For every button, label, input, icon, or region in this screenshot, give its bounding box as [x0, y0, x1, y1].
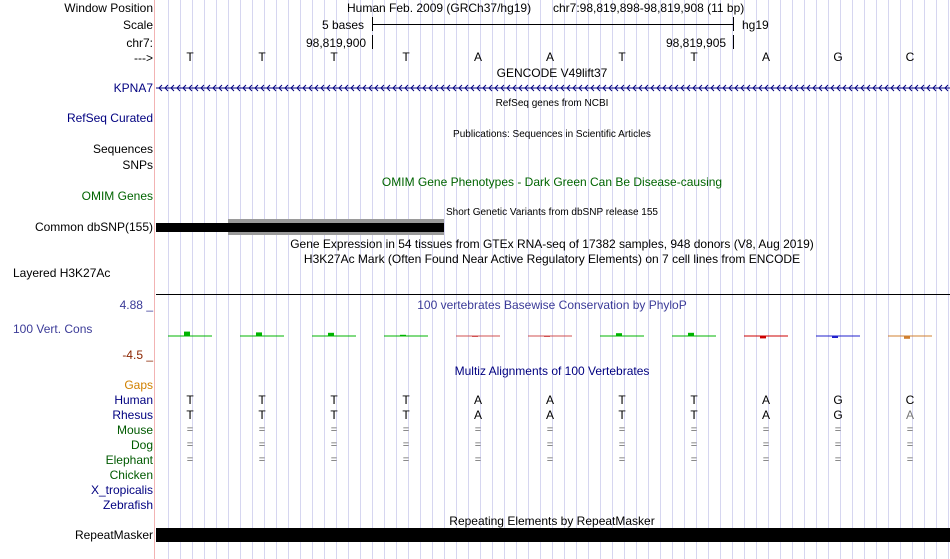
alignment-base: =: [618, 424, 626, 436]
chrom-label: chr7:: [126, 36, 153, 50]
alignment-base: =: [906, 454, 914, 466]
species-label[interactable]: Elephant: [105, 453, 153, 467]
repeat-title: Repeating Elements by RepeatMasker: [449, 514, 655, 528]
base-letter: C: [905, 50, 915, 64]
gtex-title: Gene Expression in 54 tissues from GTEx RNA-seq of 17382 samples, 948 donors (V8, Aug 2019): [290, 237, 814, 251]
alignment-base: T: [402, 408, 410, 422]
coord-left: 98,819,900: [306, 36, 367, 50]
phylop-bar: [328, 333, 334, 336]
snps-label[interactable]: SNPs: [122, 158, 153, 172]
scale-db-label: hg19: [742, 18, 769, 32]
alignment-base: =: [834, 439, 842, 451]
gene-label-kpna7[interactable]: KPNA7: [113, 81, 153, 95]
alignment-base: =: [474, 439, 482, 451]
phylop-bar: [688, 333, 694, 336]
scale-bar-left-tick: [372, 17, 373, 31]
omim-title: OMIM Gene Phenotypes - Dark Green Can Be Disease-causing: [381, 175, 723, 189]
alignment-base: =: [402, 454, 410, 466]
alignment-base: =: [330, 424, 338, 436]
base-letter: G: [833, 50, 843, 64]
strand-label: --->: [134, 51, 153, 65]
alignment-base: T: [258, 408, 266, 422]
alignment-base: A: [761, 393, 771, 407]
alignment-base: T: [402, 393, 410, 407]
multiz-title: Multiz Alignments of 100 Vertebrates: [454, 364, 650, 378]
species-label[interactable]: Dog: [130, 438, 153, 452]
scale-bar-right-tick: [733, 17, 734, 31]
alignment-base: T: [330, 393, 338, 407]
scale-label: Scale: [122, 18, 153, 32]
refseq-title: RefSeq genes from NCBI: [495, 98, 609, 109]
alignment-base: =: [474, 424, 482, 436]
alignment-base: T: [330, 408, 338, 422]
dbsnp-title: Short Genetic Variants from dbSNP release 155: [446, 207, 658, 218]
dbsnp-variant-bar[interactable]: [156, 223, 444, 232]
coord-right: 98,819,905: [666, 36, 727, 50]
alignment-base: T: [258, 393, 266, 407]
alignment-base: =: [546, 454, 554, 466]
alignment-base: =: [762, 454, 770, 466]
alignment-base: =: [618, 439, 626, 451]
window-position-label: Window Position: [64, 1, 153, 15]
phylop-bar: [760, 336, 766, 338]
alignment-base: =: [834, 424, 842, 436]
alignment-base: A: [761, 408, 771, 422]
phylop-bar: [472, 336, 478, 337]
alignment-base: =: [258, 454, 266, 466]
base-letter: T: [618, 50, 626, 64]
alignment-base: =: [690, 454, 698, 466]
alignment-base: =: [546, 439, 554, 451]
scale-text: 5 bases: [322, 18, 365, 32]
species-label[interactable]: X_tropicalis: [90, 483, 153, 497]
gaps-label[interactable]: Gaps: [124, 378, 153, 392]
alignment-base: =: [186, 454, 194, 466]
alignment-base: A: [473, 393, 483, 407]
phylop-bar: [400, 335, 406, 336]
alignment-base: =: [834, 454, 842, 466]
repeat-element-bar[interactable]: [156, 528, 950, 542]
gencode-title: GENCODE V49lift37: [496, 66, 608, 80]
alignment-base: =: [402, 439, 410, 451]
base-letter: T: [690, 50, 698, 64]
species-label[interactable]: Rhesus: [112, 408, 153, 422]
alignment-base: T: [186, 393, 194, 407]
base-letter: T: [258, 50, 266, 64]
species-label[interactable]: Mouse: [116, 423, 153, 437]
species-label[interactable]: Human: [114, 393, 153, 407]
phylop-bar: [616, 333, 622, 336]
species-label[interactable]: Zebrafish: [102, 498, 153, 512]
coord-right-tick: [733, 35, 734, 49]
alignment-base: =: [690, 439, 698, 451]
h3k27ac-title: H3K27Ac Mark (Often Found Near Active Regulatory Elements) on 7 cell lines from ENCODE: [303, 252, 801, 266]
dbsnp-label[interactable]: Common dbSNP(155): [34, 220, 153, 234]
cons-title: 100 vertebrates Basewise Conservation by PhyloP: [417, 298, 687, 312]
alignment-base: G: [833, 408, 843, 422]
alignment-base: =: [762, 439, 770, 451]
h3k27ac-track-divider: [156, 294, 950, 295]
base-letter: T: [402, 50, 410, 64]
cons-max-label: 4.88 _: [119, 298, 153, 312]
phylop-bar: [256, 332, 262, 336]
omim-label[interactable]: OMIM Genes: [81, 189, 153, 203]
alignment-base: T: [618, 408, 626, 422]
alignment-base: T: [690, 393, 698, 407]
repeat-label[interactable]: RepeatMasker: [74, 528, 153, 542]
alignment-base: C: [905, 393, 915, 407]
base-letter: A: [761, 50, 771, 64]
phylop-bar: [832, 336, 838, 338]
alignment-base: =: [330, 454, 338, 466]
alignment-base: =: [330, 439, 338, 451]
base-letter: A: [473, 50, 483, 64]
alignment-base: T: [618, 393, 626, 407]
cons-label[interactable]: 100 Vert. Cons: [13, 322, 93, 336]
alignment-base: =: [402, 424, 410, 436]
label-separator: [154, 0, 155, 559]
alignment-base: =: [474, 454, 482, 466]
alignment-base: G: [833, 393, 843, 407]
gene-kpna7[interactable]: [156, 82, 950, 94]
alignment-base: =: [258, 439, 266, 451]
alignment-base: T: [186, 408, 194, 422]
cons-min-label: -4.5 _: [122, 348, 153, 362]
pubs-title: Publications: Sequences in Scientific Articles: [453, 129, 651, 140]
alignment-base: =: [906, 439, 914, 451]
position-range: chr7:98,819,898-98,819,908 (11 bp): [553, 1, 745, 15]
alignment-base: =: [690, 424, 698, 436]
alignment-base: =: [186, 424, 194, 436]
alignment-base: A: [473, 408, 483, 422]
alignment-base: =: [618, 454, 626, 466]
base-letter: A: [545, 50, 555, 64]
phylop-plot: [156, 322, 950, 352]
alignment-base: =: [258, 424, 266, 436]
alignment-base: T: [690, 408, 698, 422]
base-letter: T: [330, 50, 338, 64]
alignment-base: =: [906, 424, 914, 436]
base-letter: T: [186, 50, 194, 64]
alignment-base: =: [762, 424, 770, 436]
alignment-base: A: [545, 408, 555, 422]
h3k27ac-label[interactable]: Layered H3K27Ac: [13, 266, 111, 280]
assembly-title: Human Feb. 2009 (GRCh37/hg19): [347, 1, 532, 15]
phylop-bar: [544, 336, 550, 337]
alignment-base: =: [546, 424, 554, 436]
alignment-base: A: [545, 393, 555, 407]
alignment-base: =: [186, 439, 194, 451]
phylop-bar: [904, 336, 910, 339]
sequences-label[interactable]: Sequences: [92, 142, 153, 156]
phylop-bar: [184, 332, 190, 336]
alignment-base: A: [905, 408, 915, 422]
species-label[interactable]: Chicken: [109, 468, 153, 482]
coord-left-tick: [372, 35, 373, 49]
refseq-label[interactable]: RefSeq Curated: [66, 111, 153, 125]
scale-bar: [372, 24, 734, 25]
